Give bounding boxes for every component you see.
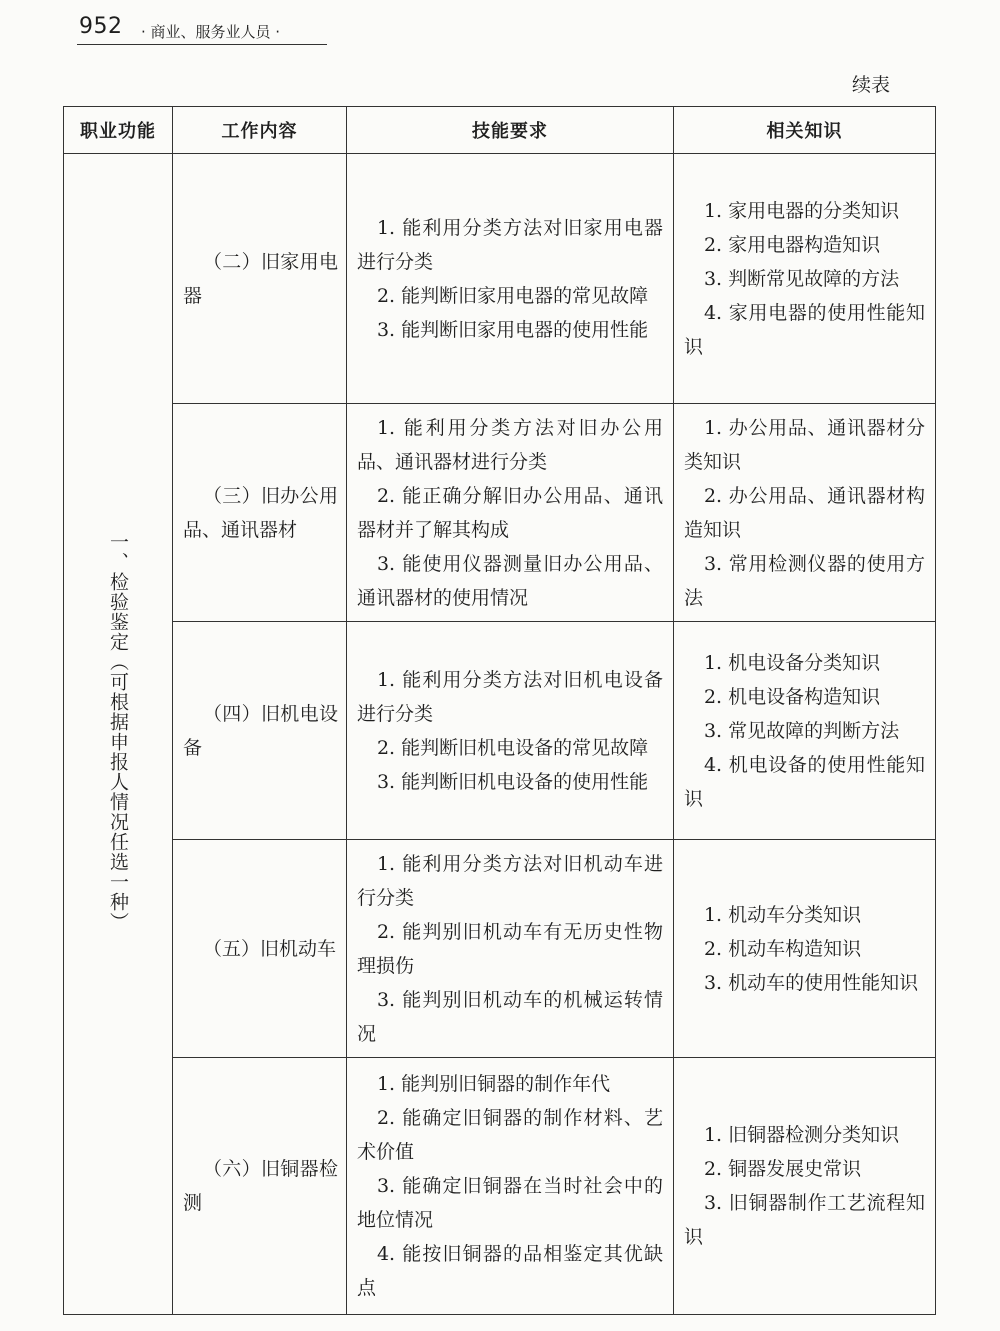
skill-item: 2. 能确定旧铜器的制作材料、艺术价值 xyxy=(357,1107,663,1163)
skill-item: 2. 能判断旧家用电器的常见故障 xyxy=(376,284,649,307)
table-row xyxy=(64,622,936,840)
function-label: 一、检验鉴定（可根据申报人情况任选一种） xyxy=(107,532,129,932)
skill-item: 2. 能判别旧机动车有无历史性物理损伤 xyxy=(357,920,663,977)
skill-item: 1. 能利用分类方法对旧家用电器进行分类 xyxy=(357,216,663,273)
knowledge-item: 1. 机动车分类知识 xyxy=(703,903,862,926)
page-number: 952 xyxy=(79,14,123,39)
knowledge-cell xyxy=(674,840,936,1058)
knowledge-item: 3. 常用检测仪器的使用方法 xyxy=(684,552,925,609)
knowledge-cell xyxy=(674,1058,936,1315)
skill-item: 1. 能判别旧铜器的制作年代 xyxy=(376,1073,611,1095)
skills-cell xyxy=(347,404,674,622)
skill-item: 3. 能确定旧铜器在当时社会中的地位情况 xyxy=(357,1175,663,1231)
knowledge-item: 3. 常见故障的判断方法 xyxy=(703,719,900,742)
content-cell: （二）旧家用电器 xyxy=(173,154,347,404)
knowledge-item: 3. 旧铜器制作工艺流程知识 xyxy=(684,1192,925,1248)
knowledge-item: 2. 机电设备构造知识 xyxy=(703,685,881,708)
column-header-knowledge: 相关知识 xyxy=(674,107,936,154)
knowledge-item: 2. 家用电器构造知识 xyxy=(703,233,881,256)
skill-item: 3. 能判别旧机动车的机械运转情况 xyxy=(357,988,663,1045)
knowledge-item: 1. 旧铜器检测分类知识 xyxy=(703,1124,900,1146)
knowledge-item: 4. 机电设备的使用性能知识 xyxy=(684,753,925,810)
knowledge-item: 3. 机动车的使用性能知识 xyxy=(703,971,919,994)
skill-item: 3. 能使用仪器测量旧办公用品、通讯器材的使用情况 xyxy=(357,552,663,609)
knowledge-cell xyxy=(674,404,936,622)
skill-item: 1. 能利用分类方法对旧办公用品、通讯器材进行分类 xyxy=(357,416,663,473)
knowledge-item: 3. 判断常见故障的方法 xyxy=(703,267,900,290)
content-cell: （五）旧机动车 xyxy=(173,840,347,1058)
knowledge-item: 2. 办公用品、通讯器材构造知识 xyxy=(684,484,925,541)
knowledge-cell xyxy=(674,154,936,404)
skill-item: 2. 能正确分解旧办公用品、通讯器材并了解其构成 xyxy=(357,484,663,541)
content-cell: （三）旧办公用品、通讯器材 xyxy=(173,404,347,622)
skill-item: 3. 能判断旧家用电器的使用性能 xyxy=(376,318,649,341)
continued-label: 续表 xyxy=(851,74,890,96)
table-row xyxy=(64,154,936,404)
knowledge-item: 2. 铜器发展史常识 xyxy=(703,1158,862,1180)
running-title: · 商业、服务业人员 · xyxy=(141,23,281,41)
table-row xyxy=(64,1058,936,1315)
column-header-function: 职业功能 xyxy=(64,107,173,154)
skills-cell xyxy=(347,840,674,1058)
skills-cell xyxy=(347,1058,674,1315)
skill-item: 2. 能判断旧机电设备的常见故障 xyxy=(376,736,649,759)
page-header xyxy=(77,12,327,45)
knowledge-item: 2. 机动车构造知识 xyxy=(703,937,862,960)
content-cell: （四）旧机电设备 xyxy=(173,622,347,840)
table-row xyxy=(64,404,936,622)
column-header-skills: 技能要求 xyxy=(347,107,674,154)
function-cell xyxy=(64,154,173,1315)
skills-table xyxy=(63,106,936,1315)
column-header-content: 工作内容 xyxy=(173,107,347,154)
skill-item: 4. 能按旧铜器的品相鉴定其优缺点 xyxy=(357,1243,663,1299)
knowledge-cell xyxy=(674,622,936,840)
skill-item: 3. 能判断旧机电设备的使用性能 xyxy=(376,770,649,793)
skill-item: 1. 能利用分类方法对旧机动车进行分类 xyxy=(357,852,663,909)
content-cell: （六）旧铜器检测 xyxy=(173,1058,347,1315)
knowledge-item: 1. 机电设备分类知识 xyxy=(703,651,881,674)
knowledge-item: 4. 家用电器的使用性能知识 xyxy=(684,301,925,358)
table-row xyxy=(64,840,936,1058)
skills-cell xyxy=(347,154,674,404)
knowledge-item: 1. 家用电器的分类知识 xyxy=(703,199,900,222)
skills-cell xyxy=(347,622,674,840)
knowledge-item: 1. 办公用品、通讯器材分类知识 xyxy=(684,416,925,473)
table-header-row xyxy=(64,107,936,154)
skill-item: 1. 能利用分类方法对旧机电设备进行分类 xyxy=(357,668,663,725)
